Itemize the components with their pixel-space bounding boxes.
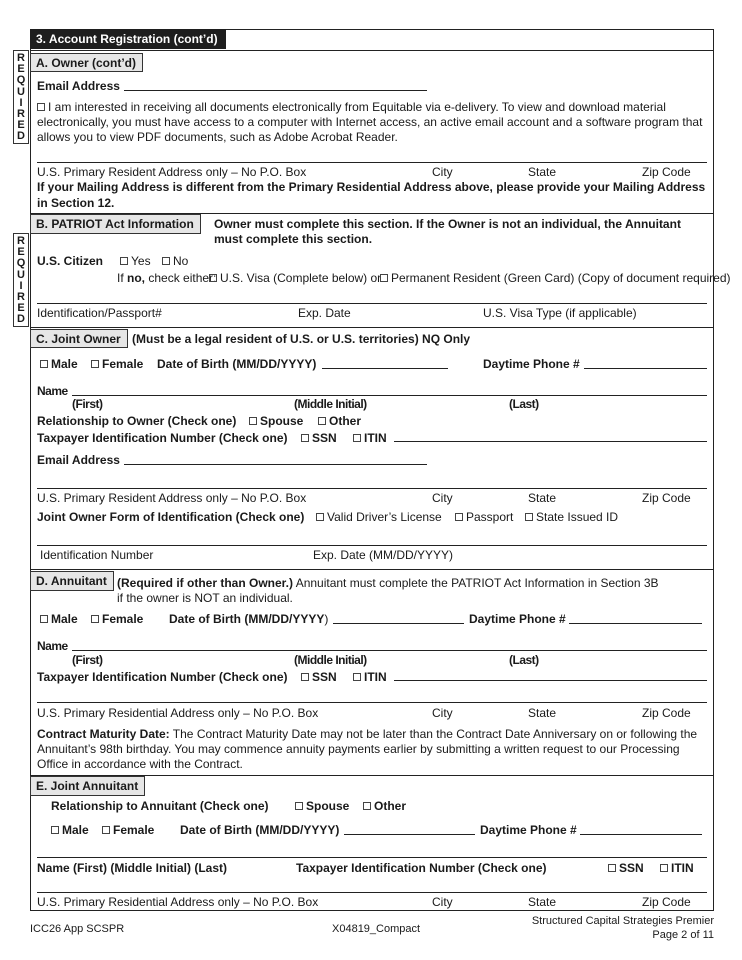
an-state-label: State bbox=[528, 706, 557, 720]
contract-maturity-note: Contract Maturity Date: The Contract Maturity Date may not be later than the Contract Date Anniversary on or following the Annuitant’s 98th birthday. You may commence annuity payments earlier by submitting a written request to our Processing Office in accordance with the Contract. bbox=[37, 727, 698, 771]
citizen-no-checkbox[interactable] bbox=[162, 257, 170, 265]
an-first-label: (First) bbox=[72, 653, 103, 667]
ja-zip-label: Zip Code bbox=[642, 895, 691, 909]
annuitant-note-line2: if the owner is NOT an individual. bbox=[117, 591, 293, 605]
ja-male-option[interactable]: Male bbox=[51, 823, 89, 837]
jo-email-field[interactable] bbox=[124, 464, 427, 465]
an-name-field[interactable] bbox=[72, 650, 707, 651]
jo-city-label: City bbox=[432, 491, 453, 505]
if-no-instruction: If no, check either: bbox=[117, 271, 217, 285]
an-zip-label: Zip Code bbox=[642, 706, 691, 720]
an-itin-checkbox[interactable] bbox=[353, 673, 361, 681]
an-male-option[interactable]: Male bbox=[40, 612, 78, 626]
ja-ssn-option[interactable]: SSN bbox=[608, 861, 644, 875]
jo-address-field[interactable] bbox=[37, 488, 707, 489]
jo-male-option[interactable]: Male bbox=[40, 357, 78, 371]
footer-product: Structured Capital Strategies Premier Page 2 of 11 bbox=[531, 915, 714, 941]
page-number: Page 2 of 11 bbox=[652, 929, 714, 941]
required-tag-owner: R E Q U I R E D bbox=[13, 50, 29, 144]
citizen-yes-option[interactable]: Yes bbox=[120, 254, 151, 268]
jo-license-option[interactable]: Valid Driver’s License bbox=[316, 510, 442, 524]
jo-state-id-option[interactable]: State Issued ID bbox=[525, 510, 618, 524]
jo-exp-label: Exp. Date (MM/DD/YYYY) bbox=[313, 548, 454, 562]
jo-first-label: (First) bbox=[72, 397, 103, 411]
ja-spouse-option[interactable]: Spouse bbox=[295, 799, 349, 813]
ja-city-label: City bbox=[432, 895, 453, 909]
owner-zip-label: Zip Code bbox=[642, 165, 691, 179]
jo-middle-label: (Middle Initial) bbox=[294, 397, 367, 411]
an-last-label: (Last) bbox=[509, 653, 539, 667]
an-phone-field[interactable] bbox=[569, 623, 702, 624]
jo-dob-field[interactable] bbox=[322, 368, 448, 369]
jo-email-label: Email Address bbox=[37, 453, 120, 467]
jo-id-number-field[interactable] bbox=[37, 545, 707, 546]
an-tin-label: Taxpayer Identification Number (Check one) bbox=[37, 670, 288, 684]
an-male-checkbox[interactable] bbox=[40, 615, 48, 623]
citizen-no-option[interactable]: No bbox=[162, 254, 188, 268]
ja-itin-option[interactable]: ITIN bbox=[660, 861, 694, 875]
jo-last-label: (Last) bbox=[509, 397, 539, 411]
jo-itin-option[interactable]: ITIN bbox=[353, 431, 387, 445]
joint-owner-tab: C. Joint Owner bbox=[30, 329, 128, 348]
owner-email-field[interactable] bbox=[124, 90, 427, 91]
owner-address-label: U.S. Primary Resident Address only – No P.O. Box bbox=[37, 165, 307, 179]
jo-relationship-label: Relationship to Owner (Check one) bbox=[37, 414, 237, 428]
an-name-label: Name bbox=[37, 639, 68, 653]
footer-form-id: ICC26 App SCSPR bbox=[30, 923, 125, 935]
jo-male-checkbox[interactable] bbox=[40, 360, 48, 368]
exp-date-label: Exp. Date bbox=[298, 306, 351, 320]
section-title: 3. Account Registration (cont’d) bbox=[30, 29, 226, 49]
ja-name-label: Name (First) (Middle Initial) (Last) bbox=[37, 861, 228, 875]
owner-address-field[interactable] bbox=[37, 162, 707, 163]
an-ssn-option[interactable]: SSN bbox=[301, 670, 337, 684]
jo-itin-checkbox[interactable] bbox=[353, 434, 361, 442]
citizen-yes-checkbox[interactable] bbox=[120, 257, 128, 265]
visa-type-label: U.S. Visa Type (if applicable) bbox=[483, 306, 637, 320]
ja-phone-label: Daytime Phone # bbox=[480, 823, 577, 837]
visa-checkbox[interactable] bbox=[209, 274, 217, 282]
jo-state-label: State bbox=[528, 491, 557, 505]
jo-other-checkbox[interactable] bbox=[318, 417, 326, 425]
ja-address-label: U.S. Primary Residential Address only – No P.O. Box bbox=[37, 895, 319, 909]
ja-dob-label: Date of Birth (MM/DD/YYYY) bbox=[180, 823, 340, 837]
jo-passport-checkbox[interactable] bbox=[455, 513, 463, 521]
jo-tin-label: Taxpayer Identification Number (Check one) bbox=[37, 431, 288, 445]
ja-other-checkbox[interactable] bbox=[363, 802, 371, 810]
jo-license-checkbox[interactable] bbox=[316, 513, 324, 521]
jo-name-field[interactable] bbox=[72, 395, 707, 396]
green-card-option[interactable]: Permanent Resident (Green Card) (Copy of document required) bbox=[380, 271, 731, 285]
jo-female-option[interactable]: Female bbox=[91, 357, 143, 371]
jo-ssn-option[interactable]: SSN bbox=[301, 431, 337, 445]
an-middle-label: (Middle Initial) bbox=[294, 653, 367, 667]
jo-state-id-checkbox[interactable] bbox=[525, 513, 533, 521]
owner-tab: A. Owner (cont’d) bbox=[30, 53, 143, 72]
ja-phone-field[interactable] bbox=[580, 834, 702, 835]
annuitant-tab: D. Annuitant bbox=[30, 571, 114, 591]
jo-address-label: U.S. Primary Resident Address only – No P.O. Box bbox=[37, 491, 307, 505]
id-passport-label: Identification/Passport# bbox=[37, 306, 162, 320]
jo-female-checkbox[interactable] bbox=[91, 360, 99, 368]
ja-tin-label: Taxpayer Identification Number (Check one) bbox=[296, 861, 547, 875]
jo-zip-label: Zip Code bbox=[642, 491, 691, 505]
joint-annuitant-tab: E. Joint Annuitant bbox=[30, 776, 145, 796]
an-ssn-checkbox[interactable] bbox=[301, 673, 309, 681]
an-address-label: U.S. Primary Residential Address only – No P.O. Box bbox=[37, 706, 319, 720]
owner-state-label: State bbox=[528, 165, 557, 179]
ja-relationship-label: Relationship to Annuitant (Check one) bbox=[51, 799, 269, 813]
jo-dob-label: Date of Birth (MM/DD/YYYY) bbox=[157, 357, 317, 371]
owner-city-label: City bbox=[432, 165, 453, 179]
an-female-checkbox[interactable] bbox=[91, 615, 99, 623]
ja-spouse-checkbox[interactable] bbox=[295, 802, 303, 810]
edelivery-option[interactable]: I am interested in receiving all documents electronically from Equitable via e-delivery. To view and download material electronically, you must have access to a computer with Internet access, an active email account and a software program that allows you to view PDF documents, such as Adobe Acrobat Reader. bbox=[37, 100, 703, 144]
jo-tin-field[interactable] bbox=[394, 441, 707, 442]
an-dob-label: Date of Birth (MM/DD/YYYY) bbox=[169, 612, 329, 626]
citizen-label: U.S. Citizen bbox=[37, 254, 104, 268]
an-city-label: City bbox=[432, 706, 453, 720]
ja-state-label: State bbox=[528, 895, 557, 909]
jo-ssn-checkbox[interactable] bbox=[301, 434, 309, 442]
required-tag-patriot: R E Q U I R E D bbox=[13, 233, 29, 327]
ja-ssn-checkbox[interactable] bbox=[608, 864, 616, 872]
edelivery-checkbox[interactable] bbox=[37, 103, 45, 111]
patriot-tab: B. PATRIOT Act Information bbox=[30, 214, 201, 234]
ja-female-option[interactable]: Female bbox=[102, 823, 154, 837]
ja-itin-checkbox[interactable] bbox=[660, 864, 668, 872]
mailing-address-note: If your Mailing Address is different from the Primary Residential Address above, please provide your Mailing Address in Section 12. bbox=[37, 180, 706, 210]
an-itin-option[interactable]: ITIN bbox=[353, 670, 387, 684]
visa-option[interactable]: U.S. Visa (Complete below) or bbox=[209, 271, 381, 285]
jo-passport-option[interactable]: Passport bbox=[455, 510, 513, 524]
ja-male-checkbox[interactable] bbox=[51, 826, 59, 834]
jo-phone-field[interactable] bbox=[584, 368, 707, 369]
ja-other-option[interactable]: Other bbox=[363, 799, 406, 813]
green-card-checkbox[interactable] bbox=[380, 274, 388, 282]
jo-form-id-label: Joint Owner Form of Identification (Check one) bbox=[37, 510, 305, 524]
jo-spouse-option[interactable]: Spouse bbox=[249, 414, 303, 428]
patriot-instruction: Owner must complete this section. If the Owner is not an individual, the Annuitant must complete this section. bbox=[214, 217, 681, 246]
jo-other-option[interactable]: Other bbox=[318, 414, 361, 428]
footer-code: X04819_Compact bbox=[332, 923, 421, 935]
owner-email-label: Email Address bbox=[37, 79, 120, 93]
ja-address-field[interactable] bbox=[37, 892, 707, 893]
jo-id-number-label: Identification Number bbox=[40, 548, 154, 562]
ja-name-field[interactable] bbox=[37, 857, 707, 858]
annuitant-note: (Required if other than Owner.) Annuitant must complete the PATRIOT Act Information in Section 3B bbox=[117, 576, 659, 590]
an-phone-label: Daytime Phone # bbox=[469, 612, 566, 626]
jo-name-label: Name bbox=[37, 384, 68, 398]
ja-dob-field[interactable] bbox=[344, 834, 475, 835]
joint-owner-note: (Must be a legal resident of U.S. or U.S. territories) NQ Only bbox=[132, 332, 471, 346]
id-passport-field[interactable] bbox=[37, 303, 707, 304]
jo-spouse-checkbox[interactable] bbox=[249, 417, 257, 425]
ja-female-checkbox[interactable] bbox=[102, 826, 110, 834]
an-dob-field[interactable] bbox=[333, 623, 464, 624]
jo-phone-label: Daytime Phone # bbox=[483, 357, 580, 371]
an-address-field[interactable] bbox=[37, 702, 707, 703]
an-female-option[interactable]: Female bbox=[91, 612, 143, 626]
an-tin-field[interactable] bbox=[394, 680, 707, 681]
